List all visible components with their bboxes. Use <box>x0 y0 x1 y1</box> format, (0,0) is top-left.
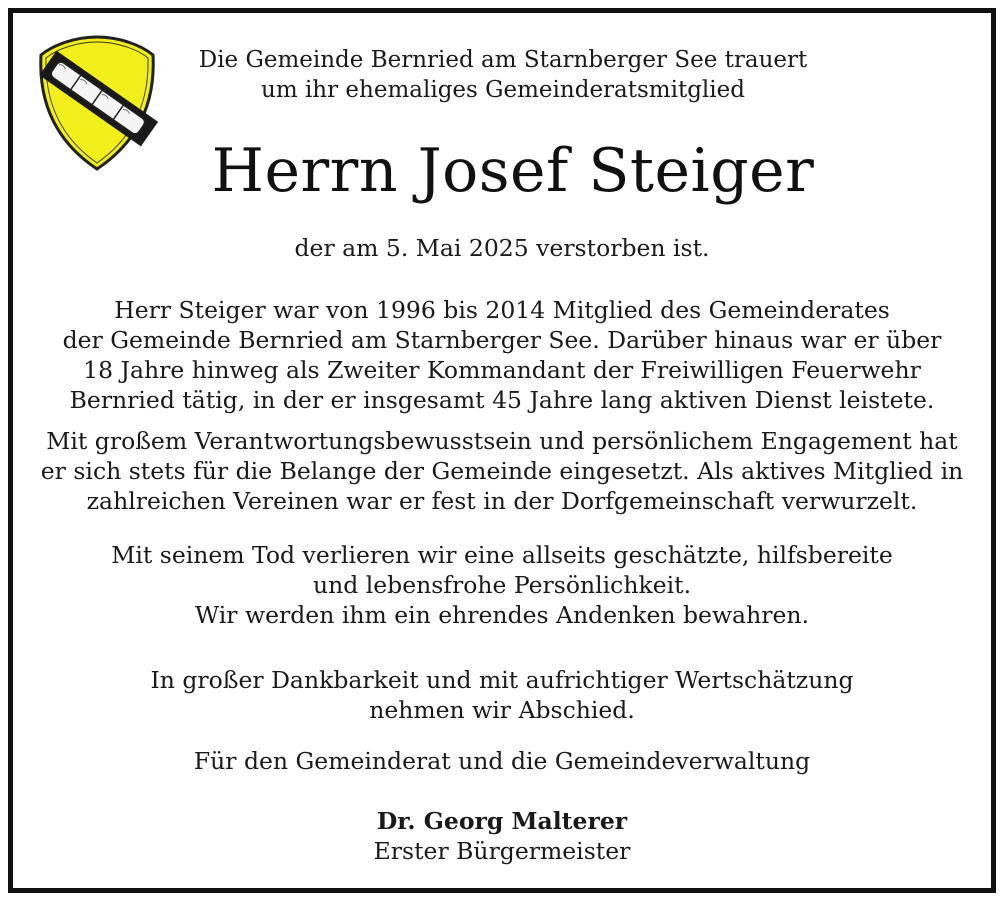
loss-paragraph <box>23 540 981 630</box>
intro-line: um ihr ehemaliges Gemeinderatsmitglied <box>261 77 745 103</box>
career-line: der Gemeinde Bernried am Starnberger See. Darüber hinaus war er über <box>62 326 942 354</box>
obituary-notice <box>8 8 996 893</box>
signer-title: Erster Bürgermeister <box>373 837 631 865</box>
career-line: 18 Jahre hinweg als Zweiter Kommandant der Freiwilligen Feuerwehr <box>83 356 921 384</box>
signoff-line: Für den Gemeinderat und die Gemeindeverwaltung <box>193 747 811 775</box>
career-line: Bernried tätig, in der er insgesamt 45 Jahre lang aktiven Dienst leistete. <box>69 386 935 414</box>
loss-line: Mit seinem Tod verlieren wir eine allseits geschätzte, hilfsbereite <box>111 541 893 569</box>
signer-block <box>23 806 981 866</box>
engagement-line: zahlreichen Vereinen war er fest in der Dorfgemeinschaft verwurzelt. <box>86 487 918 515</box>
career-line: Herr Steiger war von 1996 bis 2014 Mitglied des Gemeinderates <box>114 296 890 324</box>
deceased-name: Herrn Josef Steiger <box>211 136 815 206</box>
loss-line: Wir werden ihm ein ehrendes Andenken bewahren. <box>195 601 809 629</box>
farewell-line: nehmen wir Abschied. <box>369 696 635 724</box>
career-paragraph <box>23 295 981 415</box>
engagement-line: er sich stets für die Belange der Gemeinde eingesetzt. Als aktives Mitglied in <box>40 457 964 485</box>
death-date-line: der am 5. Mai 2025 verstorben ist. <box>294 234 710 262</box>
engagement-paragraph <box>23 426 981 516</box>
engagement-line: Mit großem Verantwortungsbewusstsein und persönlichem Engagement hat <box>46 427 958 455</box>
signer-name: Dr. Georg Malterer <box>376 807 628 835</box>
farewell-paragraph <box>23 665 981 725</box>
intro-line: Die Gemeinde Bernried am Starnberger See trauert <box>198 47 808 73</box>
intro-text <box>173 45 833 105</box>
loss-line: und lebensfrohe Persönlichkeit. <box>312 571 692 599</box>
farewell-line: In großer Dankbarkeit und mit aufrichtiger Wertschätzung <box>150 666 854 694</box>
